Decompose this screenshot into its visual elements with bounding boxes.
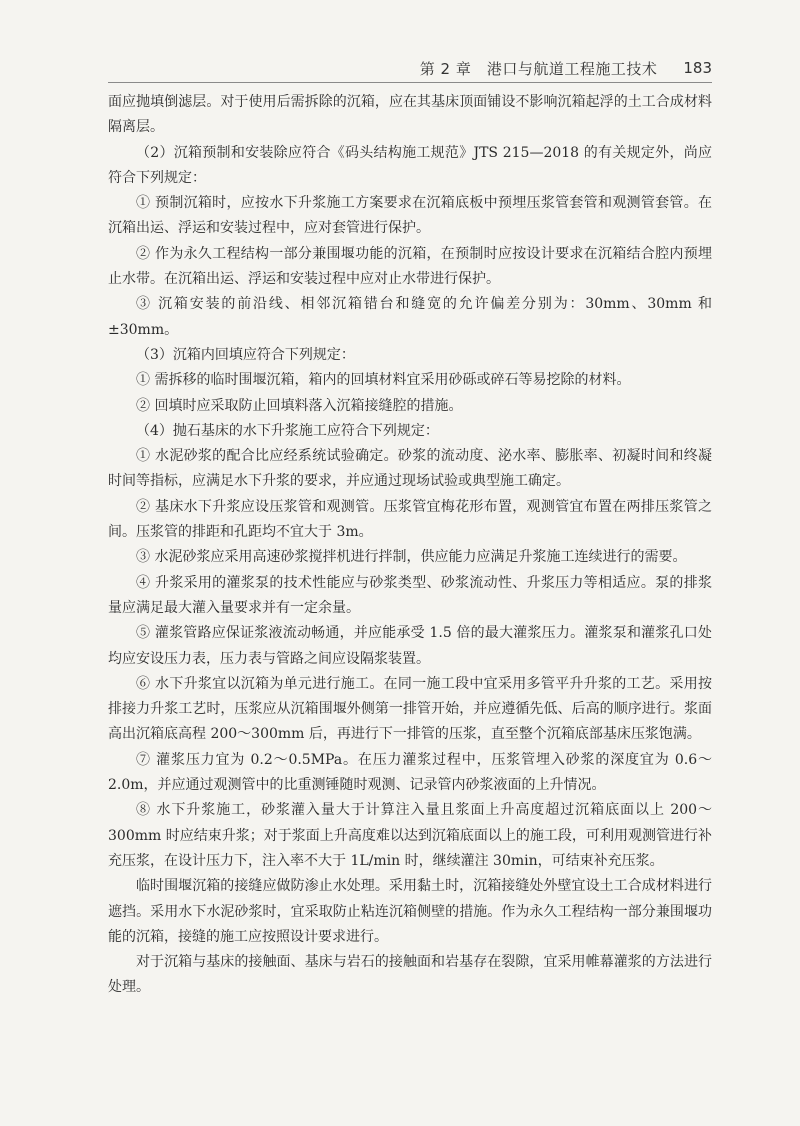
paragraph: 对于沉箱与基床的接触面、基床与岩石的接触面和岩基存在裂隙，宜采用帷幕灌浆的方法进行处理。 <box>108 954 712 996</box>
paragraph: （4）抛石基床的水下升浆施工应符合下列规定： <box>136 422 439 439</box>
body-text <box>108 90 712 1001</box>
paragraph: ① 水泥砂浆的配合比应经系统试验确定。砂浆的流动度、泌水率、膨胀率、初凝时间和终凝时间等指标，应满足水下升浆的要求，并应通过现场试验或典型施工确定。 <box>108 448 712 490</box>
paragraph: （3）沉箱内回填应符合下列规定： <box>136 346 355 363</box>
paragraph: ⑥ 水下升浆宜以沉箱为单元进行施工。在同一施工段中宜采用多管平升升浆的工艺。采用按排接力升浆工艺时，压浆应从沉箱围堰外侧第一排管开始，并应遵循先低、后高的顺序进行。浆面高出沉箱底高程 200～300mm 后，再进行下一排管的压浆，直至整个沉箱底部基床压浆饱满。 <box>108 675 712 743</box>
paragraph: ② 基床水下升浆应设压浆管和观测管。压浆管宜梅花形布置，观测管宜布置在两排压浆管之间。压浆管的排距和孔距均不宜大于 3m。 <box>108 498 712 541</box>
paragraph: ② 回填时应采取防止回填料落入沉箱接缝腔的措施。 <box>136 397 463 414</box>
running-header <box>108 54 712 83</box>
paragraph: （2）沉箱预制和安装除应符合《码头结构施工规范》JTS 215—2018 的有关规定外，尚应符合下列规定： <box>108 144 712 186</box>
paragraph: ③ 水泥砂浆应采用高速砂浆搅拌机进行拌制，供应能力应满足升浆施工连续进行的需要。 <box>136 549 687 566</box>
page-number: 183 <box>683 59 712 77</box>
paragraph: ⑦ 灌浆压力宜为 0.2～0.5MPa。在压力灌浆过程中，压浆管埋入砂浆的深度宜为 0.6～2.0m，并应通过观测管中的比重测锤随时观测、记录管内砂浆液面的上升情况。 <box>108 751 712 794</box>
paragraph: ⑤ 灌浆管路应保证浆液流动畅通，并应能承受 1.5 倍的最大灌浆压力。灌浆泵和灌浆孔口处均应安设压力表，压力表与管路之间应设隔浆装置。 <box>108 625 712 667</box>
paragraph: 面应抛填倒滤层。对于使用后需拆除的沉箱，应在其基床顶面铺设不影响沉箱起浮的土工合成材料隔离层。 <box>108 94 712 136</box>
paragraph: ③ 沉箱安装的前沿线、相邻沉箱错台和缝宽的允许偏差分别为：30mm、30mm 和 ±30mm。 <box>108 296 712 338</box>
paragraph: ⑧ 水下升浆施工，砂浆灌入量大于计算注入量且浆面上升高度超过沉箱底面以上 200～300mm 时应结束升浆；对于浆面上升高度难以达到沉箱底面以上的施工段，可利用观测管进行补充压浆，在设计压力下，注入率不大于 1L/min 时，继续灌注 30min，可结束补充压浆。 <box>108 802 712 869</box>
paragraph: ① 预制沉箱时，应按水下升浆施工方案要求在沉箱底板中预埋压浆管套管和观测管套管。在沉箱出运、浮运和安装过程中，应对套管进行保护。 <box>108 195 712 237</box>
paragraph: 临时围堰沉箱的接缝应做防渗止水处理。采用黏土时，沉箱接缝处外壁宜设土工合成材料进行遮挡。采用水下水泥砂浆时，宜采取防止粘连沉箱侧壁的措施。作为永久工程结构一部分兼围堰功能的沉箱，接缝的施工应按照设计要求进行。 <box>108 878 712 945</box>
chapter-title: 第 2 章 港口与航道工程施工技术 <box>419 59 658 78</box>
paragraph: ④ 升浆采用的灌浆泵的技术性能应与砂浆类型、砂浆流动性、升浆压力等相适应。泵的排浆量应满足最大灌入量要求并有一定余量。 <box>108 574 712 616</box>
paragraph: ① 需拆移的临时围堰沉箱，箱内的回填材料宜采用砂砾或碎石等易挖除的材料。 <box>136 372 631 389</box>
paragraph: ② 作为永久工程结构一部分兼围堰功能的沉箱，在预制时应按设计要求在沉箱结合腔内预埋止水带。在沉箱出运、浮运和安装过程中应对止水带进行保护。 <box>108 245 712 288</box>
